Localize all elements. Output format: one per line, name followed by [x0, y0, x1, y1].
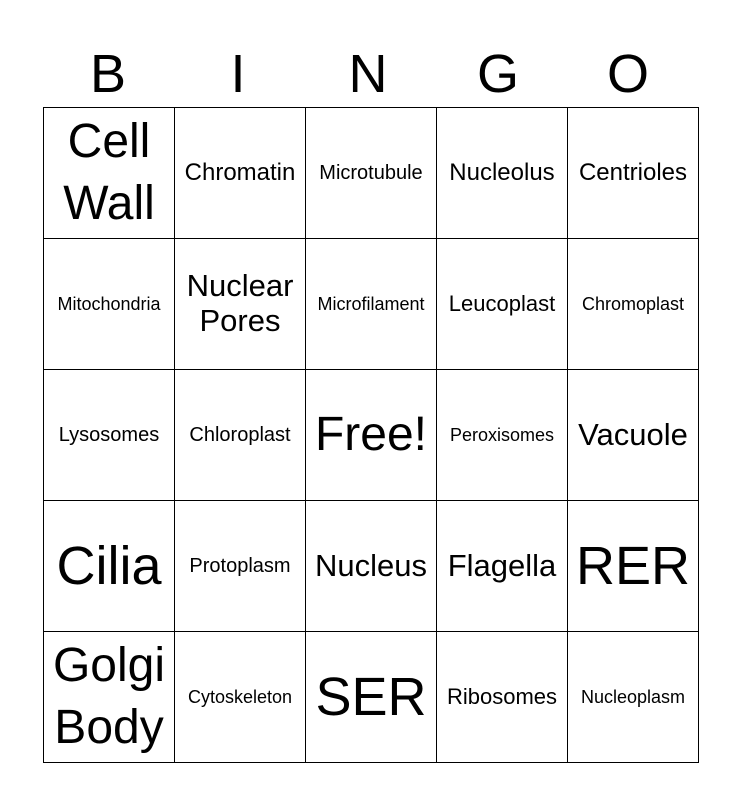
cell-label: Chromatin: [184, 158, 296, 186]
cell-label: Microtubule: [319, 161, 423, 184]
bingo-cell[interactable]: [568, 108, 699, 239]
cell-label: Centrioles: [578, 158, 688, 186]
cell-label: Cytoskeleton: [187, 686, 293, 707]
cell-label: Peroxisomes: [449, 424, 555, 445]
free-space-label: Free!: [314, 408, 428, 462]
header-letter-n: N: [348, 44, 388, 104]
cell-label: Lysosomes: [58, 423, 160, 446]
cell-label: Cell Wall: [63, 114, 155, 230]
bingo-cell[interactable]: [306, 501, 437, 632]
cell-label: Nucleoplasm: [580, 686, 686, 707]
board-row: [44, 108, 699, 239]
bingo-cell[interactable]: [437, 108, 568, 239]
bingo-cell[interactable]: [568, 239, 699, 370]
bingo-cell[interactable]: [437, 370, 568, 501]
header-letter-i: I: [230, 44, 246, 104]
bingo-cell[interactable]: [437, 239, 568, 370]
bingo-cell[interactable]: [306, 239, 437, 370]
bingo-cell[interactable]: [175, 501, 306, 632]
bingo-cell[interactable]: [44, 239, 175, 370]
cell-label: Flagella: [447, 547, 557, 583]
bingo-cell[interactable]: [568, 632, 699, 763]
bingo-cell[interactable]: [44, 501, 175, 632]
cell-label: RER: [575, 535, 690, 596]
cell-label: Nucleolus: [449, 158, 555, 186]
bingo-cell[interactable]: [437, 632, 568, 763]
free-space-cell[interactable]: [306, 370, 437, 501]
bingo-cell[interactable]: [175, 370, 306, 501]
bingo-cell[interactable]: [437, 501, 568, 632]
bingo-cell[interactable]: [44, 370, 175, 501]
cell-label: Vacuole: [578, 416, 688, 452]
bingo-cell[interactable]: [44, 108, 175, 239]
bingo-cell[interactable]: [306, 632, 437, 763]
cell-label: Nuclear Pores: [186, 268, 294, 338]
cell-label: Protoplasm: [189, 554, 291, 577]
bingo-cell[interactable]: [44, 632, 175, 763]
header-letter-b: B: [89, 44, 127, 104]
cell-label: Microfilament: [317, 293, 425, 314]
bingo-cell[interactable]: [175, 239, 306, 370]
cell-label: Cilia: [56, 535, 162, 596]
bingo-cell[interactable]: [568, 370, 699, 501]
cell-label: Chromoplast: [581, 293, 685, 314]
cell-label: Ribosomes: [446, 683, 558, 709]
cell-label: SER: [315, 666, 427, 727]
bingo-cell[interactable]: [568, 501, 699, 632]
cell-label: Mitochondria: [57, 293, 161, 314]
header-letter-g: G: [476, 44, 519, 104]
cell-label: Leucoplast: [448, 290, 556, 316]
cell-label: Chloroplast: [189, 423, 291, 446]
board-row: [44, 632, 699, 763]
bingo-cell[interactable]: [175, 632, 306, 763]
board-row: [44, 370, 699, 501]
board-row: [44, 501, 699, 632]
cell-label: Golgi Body: [52, 638, 166, 754]
bingo-cell[interactable]: [306, 108, 437, 239]
bingo-cell[interactable]: [175, 108, 306, 239]
cell-label: Nucleus: [315, 547, 427, 583]
header-letter-o: O: [606, 44, 649, 104]
bingo-board: [43, 107, 699, 763]
bingo-header: [43, 42, 693, 106]
board-row: [44, 239, 699, 370]
